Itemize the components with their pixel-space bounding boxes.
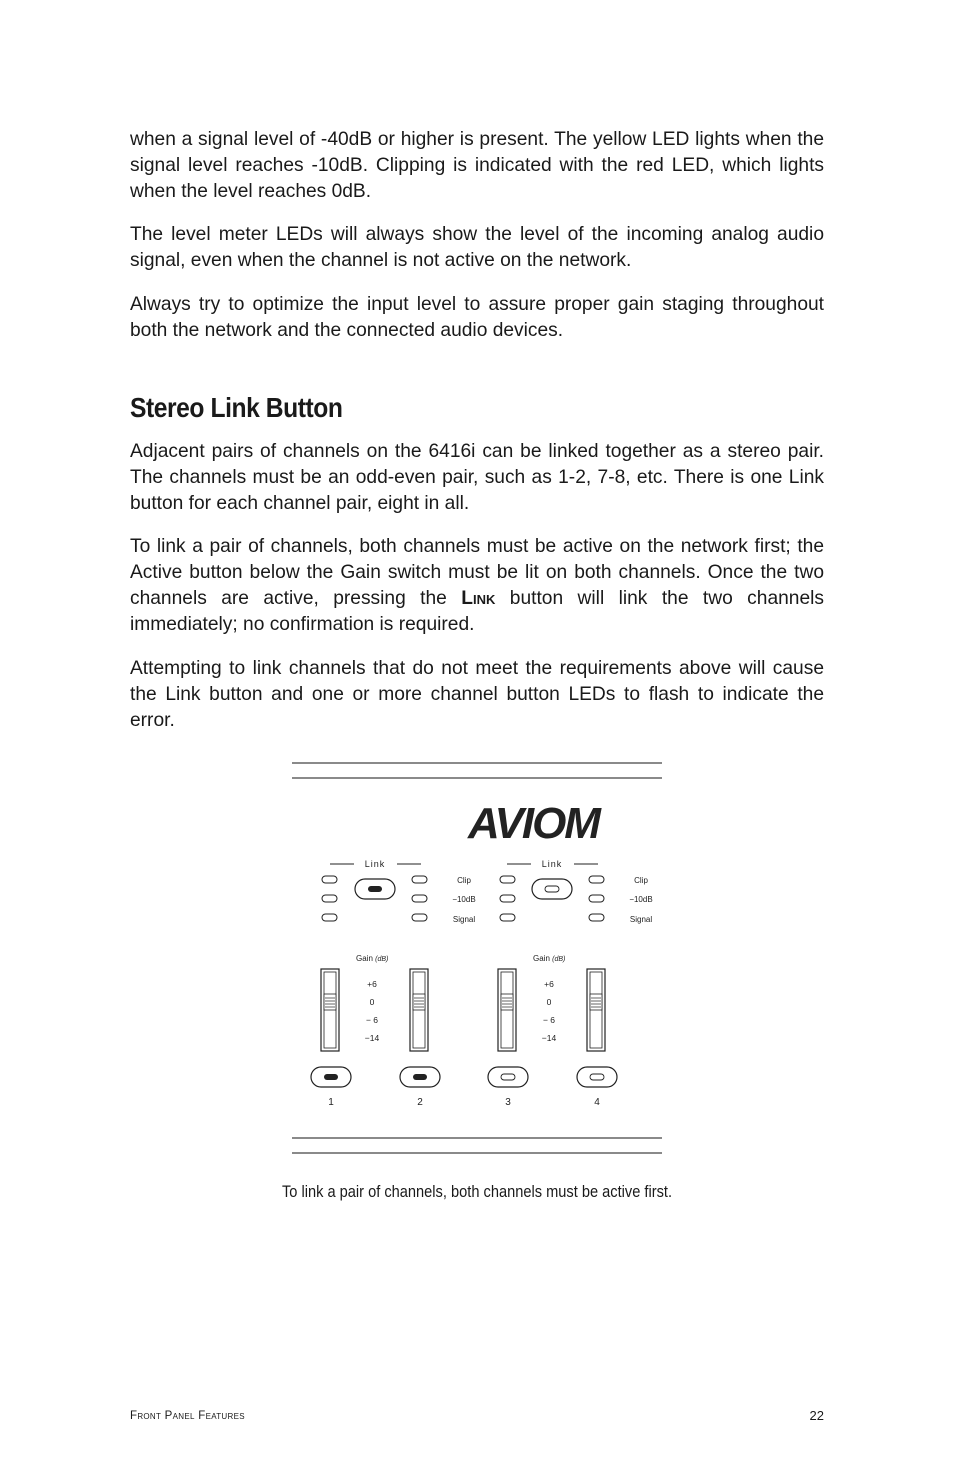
led-ch2-signal bbox=[412, 914, 427, 921]
paragraph-error: Attempting to link channels that do not meet the requirements above will cause the Link button and one or more channel button LEDs to flash to indicate the error. bbox=[130, 658, 824, 731]
gain-scale-a-4: −14 bbox=[364, 1033, 380, 1043]
footer-section-title: Front Panel Features bbox=[130, 1410, 245, 1422]
led-ch4-10db bbox=[589, 895, 604, 902]
gain-switch-ch1[interactable] bbox=[321, 969, 339, 1051]
aviom-logo: AVIOM bbox=[468, 799, 599, 848]
link-button-a-led bbox=[368, 886, 382, 892]
section-heading: Stereo Link Button bbox=[130, 392, 343, 423]
meter-label-clip-b: Clip bbox=[634, 876, 648, 885]
channel-number-1: 1 bbox=[328, 1097, 334, 1108]
link-label-b: Link bbox=[541, 859, 563, 869]
gain-scale-b-1: +6 bbox=[544, 979, 554, 989]
paragraph-level-meter: The level meter LEDs will always show the level of the incoming analog audio signal, even when the channel is not active on the network. bbox=[130, 224, 824, 271]
gain-scale-a-2: 0 bbox=[369, 997, 375, 1007]
active-button-ch2-led bbox=[413, 1074, 427, 1080]
gain-switch-ch4[interactable] bbox=[587, 969, 605, 1051]
active-button-ch4[interactable] bbox=[577, 1067, 617, 1087]
gain-label-a: Gain (dB) bbox=[356, 954, 389, 963]
gain-scale-b-4: −14 bbox=[541, 1033, 557, 1043]
paragraph-adjacent-pairs: Adjacent pairs of channels on the 6416i can be linked together as a stereo pair. The channels must be an odd-even pair, such as 1-2, 7-8, etc. There is one Link button for each channel pair, eight in all. bbox=[130, 441, 824, 514]
paragraph-optimize: Always try to optimize the input level to assure proper gain staging throughout both the network and the connected audio devices. bbox=[130, 294, 824, 341]
channel-number-2: 2 bbox=[417, 1097, 423, 1108]
active-button-ch1-led bbox=[324, 1074, 338, 1080]
gain-scale-b-3: − 6 bbox=[542, 1015, 556, 1025]
gain-scale-b-2: 0 bbox=[546, 997, 552, 1007]
figure-caption: To link a pair of channels, both channels must be active first. bbox=[281, 1182, 673, 1201]
link-button-b[interactable] bbox=[532, 879, 572, 899]
gain-switch-ch3[interactable] bbox=[498, 969, 516, 1051]
gain-scale-a-1: +6 bbox=[367, 979, 377, 989]
led-ch1-signal bbox=[322, 914, 337, 921]
meter-label-signal-a: Signal bbox=[452, 915, 476, 924]
link-button-b-led bbox=[545, 886, 559, 892]
active-button-ch3-led bbox=[501, 1074, 515, 1080]
active-button-ch4-led bbox=[590, 1074, 604, 1080]
meter-label-10db-b: −10dB bbox=[629, 895, 653, 904]
p5-text-b: button will link the two channels immediately; no confirmation is required. bbox=[130, 588, 824, 635]
meter-label-clip-a: Clip bbox=[457, 876, 471, 885]
led-ch2-clip bbox=[412, 876, 427, 883]
link-term: Link bbox=[461, 588, 496, 609]
led-ch3-10db bbox=[500, 895, 515, 902]
led-ch1-clip bbox=[322, 876, 337, 883]
front-panel-figure bbox=[290, 760, 664, 1156]
led-ch3-clip bbox=[500, 876, 515, 883]
led-ch2-10db bbox=[412, 895, 427, 902]
led-ch3-signal bbox=[500, 914, 515, 921]
p5-text-a: To link a pair of channels, both channels must be active on the network first; the Active button below the Gain switch must be lit on both channels. Once the two channels are active, pressing the bbox=[130, 536, 824, 609]
active-button-ch3[interactable] bbox=[488, 1067, 528, 1087]
gain-label-b: Gain (dB) bbox=[533, 954, 566, 963]
paragraph-link-instructions bbox=[130, 534, 824, 638]
meter-label-10db-a: −10dB bbox=[452, 895, 476, 904]
link-label-a: Link bbox=[364, 859, 386, 869]
led-ch4-signal bbox=[589, 914, 604, 921]
channel-number-3: 3 bbox=[505, 1097, 511, 1108]
paragraph-meter-leds: when a signal level of -40dB or higher is present. The yellow LED lights when the signal level reaches -10dB. Clipping is indicated with the red LED, which lights when the level reaches 0dB. bbox=[130, 129, 824, 202]
meter-label-signal-b: Signal bbox=[629, 915, 653, 924]
channel-number-4: 4 bbox=[594, 1097, 600, 1108]
led-ch4-clip bbox=[589, 876, 604, 883]
led-ch1-10db bbox=[322, 895, 337, 902]
gain-scale-a-3: − 6 bbox=[365, 1015, 379, 1025]
gain-switch-ch2[interactable] bbox=[410, 969, 428, 1051]
page-number: 22 bbox=[809, 1408, 824, 1423]
